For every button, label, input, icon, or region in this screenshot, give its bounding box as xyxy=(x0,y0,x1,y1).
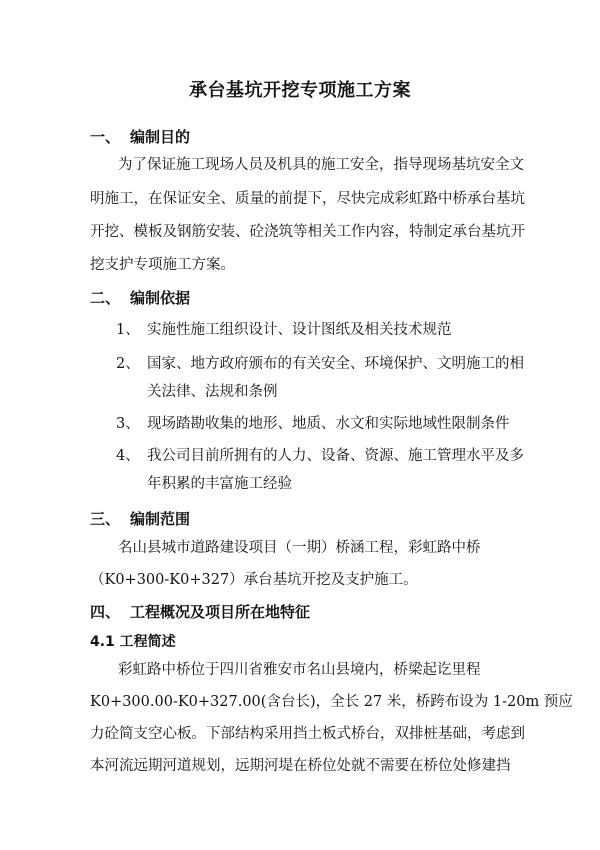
section-heading-purpose xyxy=(90,126,190,147)
section-title: 工程概况及项目所在地特征 xyxy=(130,603,311,621)
paragraph-line: （K0+300-K0+327）承台基坑开挖及支护施工。 xyxy=(90,572,418,588)
paragraph-line: 挖支护专项施工方案。 xyxy=(90,257,235,273)
paragraph-line: K0+300.00-K0+327.00(含台长)，全长 27 米，桥跨布设为 1-20m 预应 xyxy=(90,694,573,710)
list-item-text: 实施性施工组织设计、设计图纸及相关技术规范 xyxy=(147,322,452,338)
paragraph-line: 名山县城市道路建设项目（一期）桥涵工程，彩虹路中桥 xyxy=(118,540,481,556)
section-title: 编制目的 xyxy=(130,128,191,146)
section-number: 四、 xyxy=(90,603,121,621)
document-title: 承台基坑开挖专项施工方案 xyxy=(189,80,411,101)
list-item-text: 年积累的丰富施工经验 xyxy=(147,476,292,492)
section-title: 编制依据 xyxy=(130,289,191,307)
section-number: 一、 xyxy=(90,128,121,146)
section-heading-scope xyxy=(90,508,190,529)
paragraph-line: 明施工，在保证安全、质量的前提下，尽快完成彩虹路中桥承台基坑 xyxy=(90,191,525,207)
subsection-heading: 4.1 工程简述 xyxy=(90,634,176,650)
paragraph-line: 彩虹路中桥位于四川省雅安市名山县境内，桥梁起讫里程 xyxy=(118,662,481,678)
list-item-number: 1、 xyxy=(116,322,140,338)
list-item-text: 我公司目前所拥有的人力、设备、资源、施工管理水平及多 xyxy=(147,448,524,464)
section-number: 三、 xyxy=(90,510,121,528)
list-item-text: 现场踏勘收集的地形、地质、水文和实际地域性限制条件 xyxy=(147,416,510,432)
list-item-number: 2、 xyxy=(116,356,140,372)
section-number: 二、 xyxy=(90,289,121,307)
paragraph-line: 本河流远期河道规划，远期河堤在桥位处就不需要在桥位处修建挡 xyxy=(90,758,511,774)
section-title: 编制范围 xyxy=(130,510,191,528)
paragraph-line: 力砼简支空心板。下部结构采用挡土板式桥台，双排桩基础，考虑到 xyxy=(90,726,525,742)
list-item-number: 3、 xyxy=(116,416,140,432)
list-item-text: 关法律、法规和条例 xyxy=(147,384,278,400)
section-heading-overview xyxy=(90,601,310,622)
section-heading-basis xyxy=(90,287,190,308)
list-item-number: 4、 xyxy=(116,448,140,464)
paragraph-line: 开挖、模板及钢筋安装、砼浇筑等相关工作内容，特制定承台基坑开 xyxy=(90,224,525,240)
paragraph-line: 为了保证施工现场人员及机具的施工安全，指导现场基坑安全文 xyxy=(118,157,524,173)
list-item-text: 国家、地方政府颁布的有关安全、环境保护、文明施工的相 xyxy=(147,356,524,372)
